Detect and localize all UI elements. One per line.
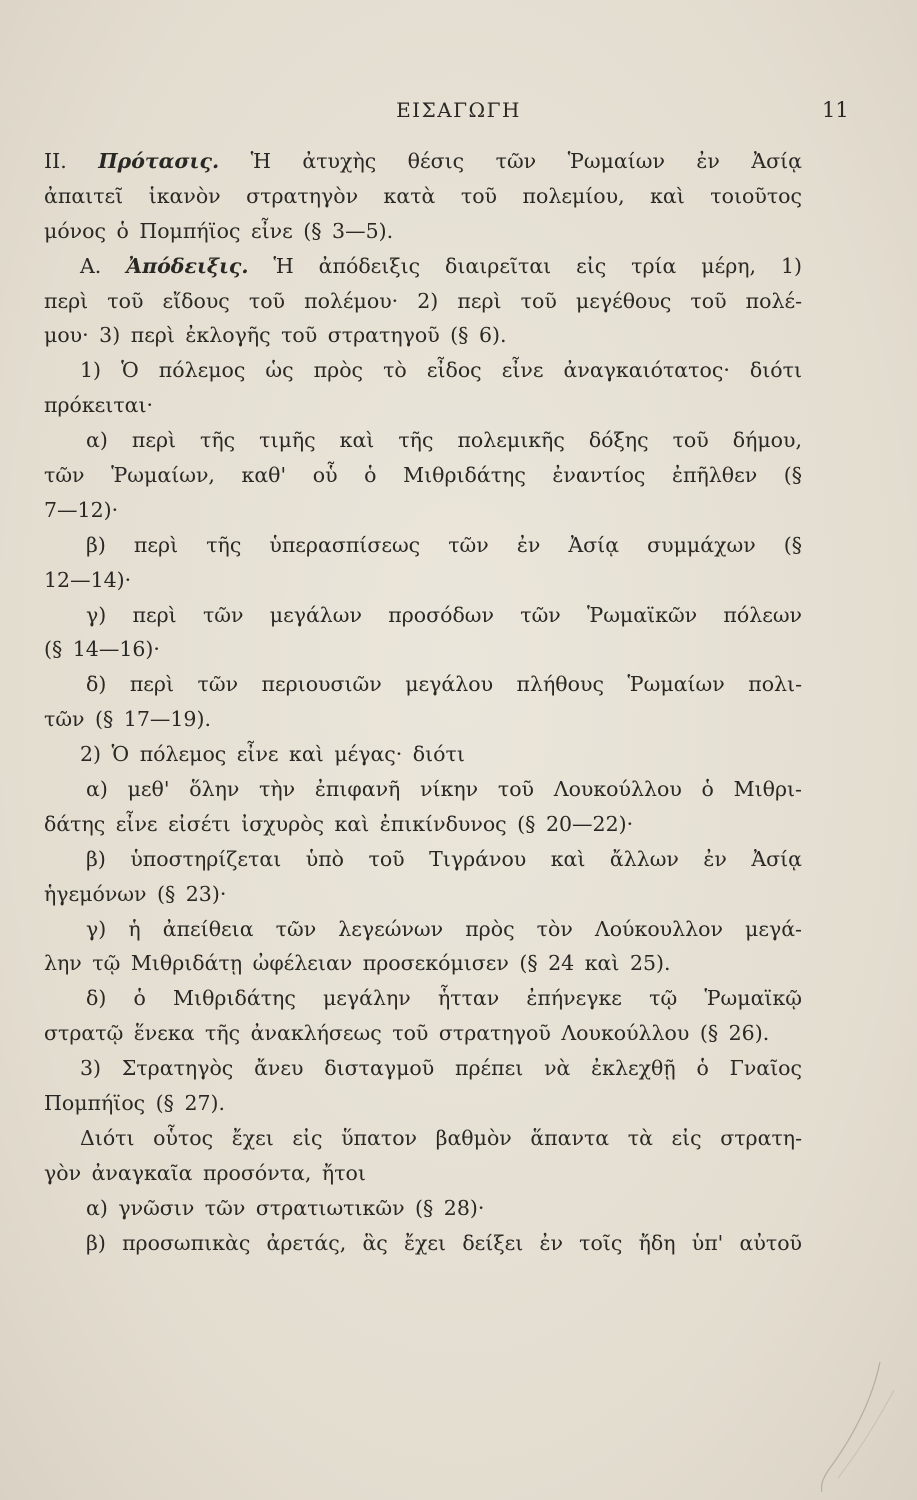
text-line: Πομπήϊος (§ 27). — [44, 1091, 226, 1116]
text-line: 7—12)· — [44, 497, 119, 522]
text-line: β) ὑποστηρίζεται ὑπὸ τοῦ Τιγράνου καὶ ἄλλων ἐν Ἀσίᾳ — [86, 846, 802, 871]
line-text: Ἡ ἀτυχὴς θέσις τῶν Ῥωμαίων ἐν Ἀσίᾳ — [219, 149, 802, 173]
text-line: πρόκειται· — [44, 393, 154, 418]
text-line: ἡγεμόνων (§ 23)· — [44, 881, 227, 906]
text-line — [44, 144, 802, 179]
text-line: μόνος ὁ Πομπήϊος εἶνε (§ 3—5). — [44, 218, 394, 243]
running-title: ΕΙΣΑΓΩΓΗ — [396, 98, 521, 122]
pencil-mark-icon — [808, 1360, 898, 1500]
text-line: τῶν Ῥωμαίων, καθ' οὗ ὁ Μιθριδάτης ἐναντίος ἐπῆλθεν (§ — [44, 463, 802, 488]
text-line: 2) Ὁ πόλεμος εἶνε καὶ μέγας· διότι — [80, 742, 465, 767]
text-line: μου· 3) περὶ ἐκλογῆς τοῦ στρατηγοῦ (§ 6). — [44, 323, 507, 348]
text-line: (§ 14—16)· — [44, 637, 160, 662]
text-line: δ) ὁ Μιθριδάτης μεγάλην ἧτταν ἐπήνεγκε τῷ Ῥωμαϊκῷ — [86, 986, 802, 1011]
line-text: Ἡ ἀπόδειξις διαιρεῖται εἰς τρία μέρη, 1) — [248, 253, 802, 278]
heading-proposition: Πρότασις. — [98, 149, 220, 173]
text-line: γ) περὶ τῶν μεγάλων προσόδων τῶν Ῥωμαϊκῶν πόλεων — [86, 602, 802, 627]
text-line — [44, 249, 802, 284]
heading-letter: A. — [80, 253, 127, 278]
text-line: 1) Ὁ πόλεμος ὡς πρὸς τὸ εἶδος εἶνε ἀναγκαιότατος· διότι — [80, 358, 802, 383]
text-line: α) μεθ' ὅλην τὴν ἐπιφανῆ νίκην τοῦ Λουκούλλου ὁ Μιθρι- — [86, 777, 802, 802]
text-line: ἀπαιτεῖ ἱκανὸν στρατηγὸν κατὰ τοῦ πολεμίου, καὶ τοιοῦτος — [44, 183, 802, 208]
text-line: γ) ἡ ἀπείθεια τῶν λεγεώνων πρὸς τὸν Λούκουλλον μεγά- — [86, 916, 802, 941]
text-line: γὸν ἀναγκαῖα προσόντα, ἤτοι — [44, 1160, 366, 1185]
text-line: α) περὶ τῆς τιμῆς καὶ τῆς πολεμικῆς δόξης τοῦ δήμου, — [86, 428, 802, 453]
text-line: δάτης εἶνε εἰσέτι ἰσχυρὸς καὶ ἐπικίνδυνος (§ 20—22)· — [44, 811, 634, 836]
text-line: β) προσωπικὰς ἀρετάς, ἃς ἔχει δείξει ἐν τοῖς ἤδη ὑπ' αὐτοῦ — [86, 1230, 802, 1255]
text-line: β) περὶ τῆς ὑπερασπίσεως τῶν ἐν Ἀσίᾳ συμμάχων (§ — [86, 532, 802, 557]
running-head — [0, 98, 917, 128]
text-line: δ) περὶ τῶν περιουσιῶν μεγάλου πλήθους Ῥωμαίων πολι- — [86, 672, 802, 697]
text-line: Διότι οὗτος ἔχει εἰς ὕπατον βαθμὸν ἅπαντα τὰ εἰς στρατη- — [80, 1125, 802, 1150]
page-number: 11 — [822, 98, 849, 122]
text-line: 3) Στρατηγὸς ἄνευ δισταγμοῦ πρέπει νὰ ἐκλεχθῇ ὁ Γναῖος — [80, 1056, 802, 1081]
heading-numeral: II. — [44, 149, 99, 173]
heading-proof: Ἀπόδειξις. — [126, 253, 249, 278]
text-line: στρατῷ ἕνεκα τῆς ἀνακλήσεως τοῦ στρατηγοῦ Λουκούλλου (§ 26). — [44, 1021, 770, 1046]
text-line: 12—14)· — [44, 567, 132, 592]
text-line: λην τῷ Μιθριδάτῃ ὠφέλειαν προσεκόμισεν (§ 24 καὶ 25). — [44, 951, 671, 976]
text-line: τῶν (§ 17—19). — [44, 707, 211, 732]
text-line: α) γνῶσιν τῶν στρατιωτικῶν (§ 28)· — [86, 1195, 485, 1220]
body-text — [44, 144, 802, 1261]
text-line: περὶ τοῦ εἴδους τοῦ πολέμου· 2) περὶ τοῦ μεγέθους τοῦ πολέ- — [44, 288, 802, 313]
